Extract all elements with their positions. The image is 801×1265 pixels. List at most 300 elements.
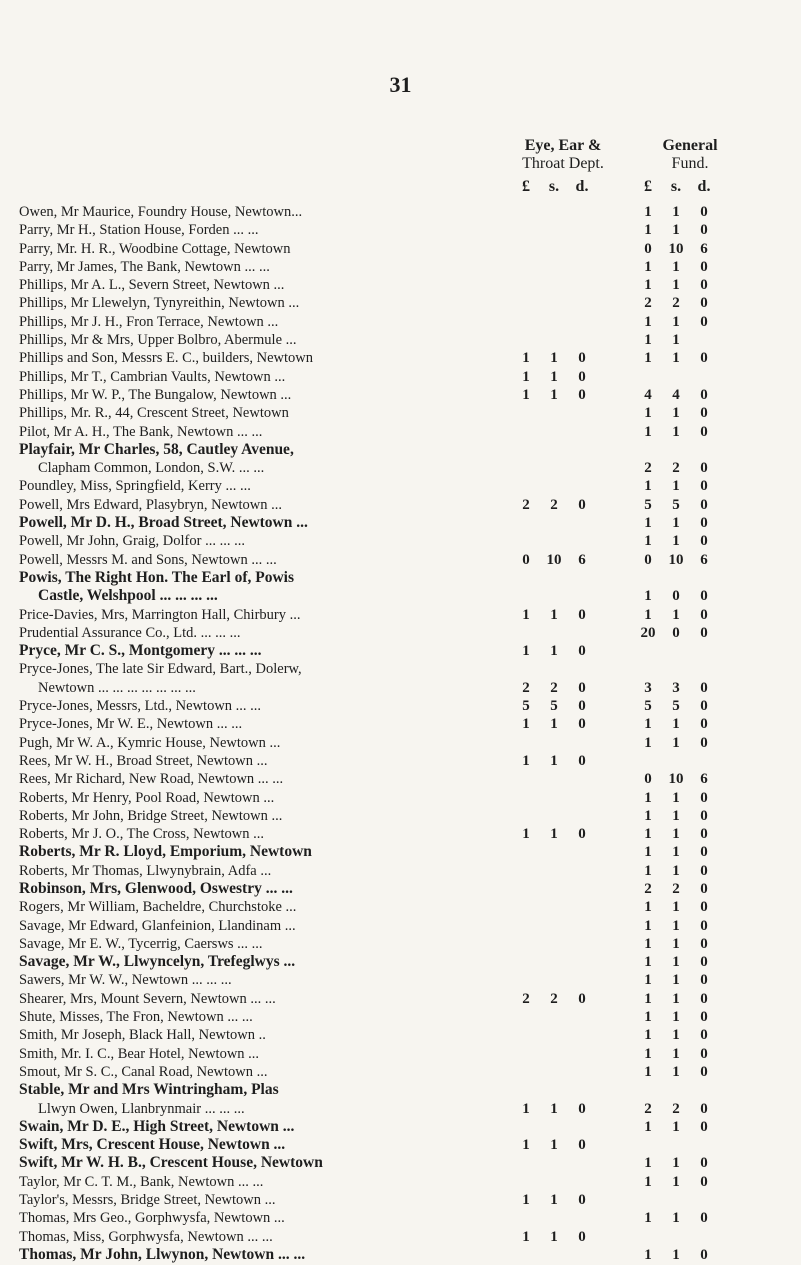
subscriber-row: [0, 971, 801, 989]
subscriber-row: [0, 1081, 801, 1099]
gen-shillings: 1: [672, 405, 680, 422]
subscriber-row: [0, 459, 801, 477]
subscriber-row: [0, 1246, 801, 1264]
eye-pounds: 5: [522, 698, 530, 715]
subscriber-row: [0, 1173, 801, 1191]
eye-shillings: 1: [550, 1100, 558, 1117]
gen-pounds: 1: [644, 332, 652, 349]
gen-shillings: 1: [672, 862, 680, 879]
subscriber-row: [0, 825, 801, 843]
subscriber-row: [0, 606, 801, 624]
subscriber-name: Poundley, Miss, Springfield, Kerry ... ...: [19, 478, 251, 495]
gen-pence: 0: [700, 1063, 708, 1080]
gen-pence: 0: [700, 423, 708, 440]
subscriber-name: Clapham Common, London, S.W. ... ...: [38, 460, 265, 477]
gen-shillings: 10: [668, 771, 684, 788]
gen-pounds: 1: [644, 258, 652, 275]
subscriber-name: Swain, Mr D. E., High Street, Newtown ...: [19, 1117, 295, 1135]
gen-pence: 0: [700, 606, 708, 623]
subscriber-row: [0, 1008, 801, 1026]
gen-pence: 0: [700, 258, 708, 275]
subscriber-name: Phillips and Son, Messrs E. C., builders, Newtown: [19, 350, 314, 367]
gen-pounds: 1: [644, 789, 652, 806]
subscriber-name: Pugh, Mr W. A., Kymric House, Newtown ...: [19, 734, 281, 751]
subscriber-row: [0, 1026, 801, 1044]
gen-shillings: 3: [672, 679, 680, 696]
gen-pounds: 3: [644, 679, 652, 696]
eye-shillings: 5: [550, 698, 558, 715]
gen-pence: 0: [700, 295, 708, 312]
gen-pounds: 1: [644, 862, 652, 879]
subscriber-row: [0, 551, 801, 569]
gen-pence: 0: [700, 917, 708, 934]
subscriber-name: Roberts, Mr John, Bridge Street, Newtown ...: [19, 807, 283, 824]
gen-shillings: 1: [672, 204, 680, 220]
gen-pounds: 1: [644, 826, 652, 843]
gen-pence: 0: [700, 313, 708, 330]
gen-shillings: 2: [672, 460, 680, 477]
gen-pounds: 1: [644, 1155, 652, 1172]
subscriber-row: [0, 1118, 801, 1136]
gen-pounds: 1: [644, 1045, 652, 1062]
eye-shillings: 1: [550, 368, 558, 385]
subscriber-name: Stable, Mr and Mrs Wintringham, Plas: [19, 1081, 279, 1099]
gen-pounds: 0: [644, 551, 652, 568]
gen-pounds: 4: [644, 386, 652, 403]
gen-pence: 0: [700, 899, 708, 916]
subscriber-row: [0, 331, 801, 349]
gen-pence: 0: [700, 826, 708, 843]
gen-pence: 0: [700, 935, 708, 952]
gen-pounds: 1: [644, 478, 652, 495]
gen-shillings: 5: [672, 496, 680, 513]
subscriber-name: Llwyn Owen, Llanbrynmair ... ... ...: [38, 1100, 245, 1117]
gen-pence: 0: [700, 350, 708, 367]
eye-pounds: 1: [522, 368, 530, 385]
gen-pounds: 1: [644, 423, 652, 440]
subscriber-name: Thomas, Mr John, Llwynon, Newtown ... ...: [19, 1245, 306, 1263]
subscriber-row: [0, 880, 801, 898]
subscriber-name: Rees, Mr W. H., Broad Street, Newtown ...: [19, 752, 268, 769]
subscriber-row: [0, 807, 801, 825]
gen-pounds: 0: [644, 771, 652, 788]
eye-header-line1: Eye, Ear &: [524, 137, 602, 154]
eye-header-line2: Throat Dept.: [522, 155, 604, 172]
gen-pence: 0: [700, 1045, 708, 1062]
gen-shillings: 1: [672, 350, 680, 367]
gen-pence: 0: [700, 1118, 708, 1135]
gen-pence: 0: [700, 496, 708, 513]
eye-pounds: 1: [522, 1228, 530, 1245]
gen-shillings: 2: [672, 880, 680, 897]
gen-pence: 0: [700, 1210, 708, 1227]
subscriber-name: Swift, Mr W. H. B., Crescent House, Newtown: [19, 1154, 323, 1172]
gen-pence: 6: [700, 551, 708, 568]
gen-pounds: 1: [644, 844, 652, 861]
gen-pounds: 1: [644, 204, 652, 220]
subscriber-name: Roberts, Mr Thomas, Llwynybrain, Adfa ...: [19, 862, 272, 879]
gen-shillings: 1: [672, 789, 680, 806]
subscriber-row: [0, 258, 801, 276]
gen-pounds: 1: [644, 1118, 652, 1135]
subscriber-name: Phillips, Mr & Mrs, Upper Bolbro, Abermule ...: [19, 332, 297, 349]
subscriber-row: [0, 276, 801, 294]
subscriber-name: Castle, Welshpool ... ... ... ...: [38, 587, 218, 605]
subscriber-name: Powell, Mr D. H., Broad Street, Newtown ...: [19, 514, 308, 532]
gen-shillings: 1: [672, 423, 680, 440]
gen-pounds: 1: [644, 1210, 652, 1227]
gen-pounds: 5: [644, 698, 652, 715]
gen-pounds: 1: [644, 515, 652, 532]
subscriber-name: Pryce-Jones, Mr W. E., Newtown ... ...: [19, 716, 243, 733]
subscriber-row: [0, 1136, 801, 1154]
eye-shillings: 1: [550, 386, 558, 403]
subscriber-row: [0, 514, 801, 532]
page-number: 31: [389, 72, 412, 97]
eye-shillings: 2: [550, 679, 558, 696]
gen-shillings: 1: [672, 716, 680, 733]
subscriber-row: [0, 715, 801, 733]
subscriber-row: [0, 642, 801, 660]
subscriber-row: [0, 752, 801, 770]
gen-pounds: 5: [644, 496, 652, 513]
eye-pence: 0: [578, 1192, 586, 1209]
subscriber-name: Rees, Mr Richard, New Road, Newtown ... ...: [19, 771, 284, 788]
gen-shillings: 1: [672, 972, 680, 989]
eye-ear-throat-header: [498, 137, 628, 173]
gen-shillings: 2: [672, 1100, 680, 1117]
gen-pence: 6: [700, 240, 708, 257]
eye-pounds: 1: [522, 1192, 530, 1209]
subscriber-row: [0, 294, 801, 312]
gen-shillings: 1: [672, 1045, 680, 1062]
subscriber-row: [0, 697, 801, 715]
gen-pence: 0: [700, 862, 708, 879]
eye-pounds: 1: [522, 386, 530, 403]
subscriber-name: Smith, Mr Joseph, Black Hall, Newtown ..: [19, 1027, 266, 1044]
pence-unit-gen: d.: [697, 178, 711, 195]
subscriber-name: Shute, Misses, The Fron, Newtown ... ...: [19, 1009, 253, 1026]
eye-shillings: 1: [550, 606, 558, 623]
gen-pounds: 1: [644, 935, 652, 952]
eye-shillings: 1: [550, 716, 558, 733]
eye-shillings: 1: [550, 350, 558, 367]
subscriber-row: [0, 1191, 801, 1209]
gen-pounds: 1: [644, 313, 652, 330]
eye-pence: 0: [578, 752, 586, 769]
gen-shillings: 1: [672, 222, 680, 239]
gen-pence: 0: [700, 222, 708, 239]
gen-pounds: 2: [644, 460, 652, 477]
eye-pence: 0: [578, 496, 586, 513]
subscriber-row: [0, 496, 801, 514]
eye-shillings: 1: [550, 1137, 558, 1154]
subscriber-name: Phillips, Mr J. H., Fron Terrace, Newtown ...: [19, 313, 279, 330]
gen-pounds: 1: [644, 277, 652, 294]
subscriber-name: Parry, Mr James, The Bank, Newtown ... ...: [19, 258, 270, 275]
subscriber-row: [0, 532, 801, 550]
subscriber-name: Parry, Mr. H. R., Woodbine Cottage, Newtown: [19, 240, 291, 257]
gen-pounds: 1: [644, 533, 652, 550]
subscriber-name: Swift, Mrs, Crescent House, Newtown ...: [19, 1136, 286, 1154]
gen-pence: 0: [700, 386, 708, 403]
gen-shillings: 1: [672, 606, 680, 623]
subscriber-row: [0, 240, 801, 258]
gen-shillings: 1: [672, 734, 680, 751]
subscriber-name: Savage, Mr Edward, Glanfeinion, Llandinam ...: [19, 917, 296, 934]
gen-shillings: 1: [672, 1210, 680, 1227]
eye-pence: 0: [578, 716, 586, 733]
gen-pence: 0: [700, 844, 708, 861]
subscriber-row: [0, 660, 801, 678]
gen-pence: 0: [700, 880, 708, 897]
eye-pence: 0: [578, 826, 586, 843]
gen-shillings: 1: [672, 1009, 680, 1026]
gen-shillings: 1: [672, 844, 680, 861]
eye-pence: 0: [578, 698, 586, 715]
eye-shillings: 2: [550, 496, 558, 513]
subscriber-row: [0, 349, 801, 367]
eye-pounds: 2: [522, 990, 530, 1007]
subscriber-row: [0, 477, 801, 495]
subscriber-row: [0, 953, 801, 971]
gen-pounds: 1: [644, 1009, 652, 1026]
subscriber-row: [0, 917, 801, 935]
gen-shillings: 1: [672, 1246, 680, 1263]
subscriber-row: [0, 624, 801, 642]
subscriber-row: [0, 404, 801, 422]
subscriber-name: Taylor's, Messrs, Bridge Street, Newtown ...: [19, 1192, 276, 1209]
eye-pence: 0: [578, 350, 586, 367]
subscriber-row: [0, 898, 801, 916]
subscriber-name: Price-Davies, Mrs, Marrington Hall, Chirbury ...: [19, 606, 301, 623]
gen-pounds: 2: [644, 295, 652, 312]
gen-pence: 0: [700, 1009, 708, 1026]
subscriber-name: Pryce, Mr C. S., Montgomery ... ... ...: [19, 642, 262, 660]
subscriber-row: [0, 1154, 801, 1172]
subscriber-name: Robinson, Mrs, Glenwood, Oswestry ... ...: [19, 879, 293, 897]
gen-pounds: 2: [644, 880, 652, 897]
general-fund-header: [630, 137, 750, 173]
subscriber-name: Smout, Mr S. C., Canal Road, Newtown ...: [19, 1063, 268, 1080]
gen-pounds: 1: [644, 350, 652, 367]
gen-pounds: 1: [644, 405, 652, 422]
gen-shillings: 1: [672, 807, 680, 824]
eye-pounds: 1: [522, 1100, 530, 1117]
eye-pounds: 1: [522, 350, 530, 367]
subscriber-name: Savage, Mr W., Llwyncelyn, Trefeglwys ...: [19, 953, 296, 971]
gen-pence: 0: [700, 624, 708, 641]
gen-shillings: 1: [672, 935, 680, 952]
subscriber-row: [0, 386, 801, 404]
subscriber-row: [0, 935, 801, 953]
subscriber-row: [0, 221, 801, 239]
subscriber-name: Roberts, Mr Henry, Pool Road, Newtown ...: [19, 789, 275, 806]
gen-pence: 0: [700, 1173, 708, 1190]
gen-pence: 0: [700, 533, 708, 550]
eye-pounds: 0: [522, 551, 530, 568]
gen-pounds: 1: [644, 1173, 652, 1190]
gen-shillings: 1: [672, 826, 680, 843]
eye-pence: 0: [578, 1100, 586, 1117]
gen-pence: 0: [700, 716, 708, 733]
gen-pence: 0: [700, 990, 708, 1007]
gen-pence: 0: [700, 460, 708, 477]
pence-unit-eye: d.: [575, 178, 589, 195]
subscriber-name: Sawers, Mr W. W., Newtown ... ... ...: [19, 972, 232, 989]
gen-shillings: 1: [672, 1155, 680, 1172]
gen-shillings: 1: [672, 954, 680, 971]
gen-shillings: 1: [672, 277, 680, 294]
gen-shillings: 1: [672, 533, 680, 550]
gen-pence: 0: [700, 972, 708, 989]
subscriber-row: [0, 1209, 801, 1227]
gen-pounds: 1: [644, 807, 652, 824]
subscriber-name: Phillips, Mr T., Cambrian Vaults, Newtown ...: [19, 368, 286, 385]
gen-pounds: 1: [644, 716, 652, 733]
subscriber-list: [0, 203, 801, 1264]
gen-pence: 0: [700, 588, 708, 605]
eye-pence: 6: [578, 551, 586, 568]
eye-pence: 0: [578, 990, 586, 1007]
subscriber-row: [0, 368, 801, 386]
shillings-unit-eye: s.: [548, 178, 560, 195]
subscriber-name: Phillips, Mr A. L., Severn Street, Newtown ...: [19, 277, 285, 294]
subscriber-row: [0, 1228, 801, 1246]
gen-shillings: 5: [672, 698, 680, 715]
eye-pence: 0: [578, 386, 586, 403]
gen-header-line1: General: [662, 137, 718, 154]
gen-pence: 0: [700, 679, 708, 696]
gen-shillings: 1: [672, 1173, 680, 1190]
gen-shillings: 1: [672, 313, 680, 330]
gen-shillings: 1: [672, 258, 680, 275]
gen-shillings: 1: [672, 1063, 680, 1080]
gen-shillings: 1: [672, 478, 680, 495]
subscriber-row: [0, 423, 801, 441]
gen-pence: 0: [700, 405, 708, 422]
eye-shillings: 1: [550, 1228, 558, 1245]
eye-pounds: 2: [522, 496, 530, 513]
gen-pence: 0: [700, 515, 708, 532]
gen-pence: 0: [700, 478, 708, 495]
gen-pence: 6: [700, 771, 708, 788]
eye-pence: 0: [578, 368, 586, 385]
gen-shillings: 1: [672, 332, 680, 349]
subscriber-name: Taylor, Mr C. T. M., Bank, Newtown ... ...: [19, 1173, 264, 1190]
gen-shillings: 1: [672, 990, 680, 1007]
subscriber-row: [0, 313, 801, 331]
subscriber-row: [0, 734, 801, 752]
subscriber-name: Phillips, Mr Llewelyn, Tynyreithin, Newtown ...: [19, 295, 300, 312]
gen-shillings: 1: [672, 1027, 680, 1044]
shillings-unit-gen: s.: [670, 178, 682, 195]
gen-pounds: 1: [644, 917, 652, 934]
gen-shillings: 1: [672, 917, 680, 934]
subscriber-name: Pilot, Mr A. H., The Bank, Newtown ... ...: [19, 423, 263, 440]
subscriber-row: [0, 789, 801, 807]
gen-shillings: 0: [672, 624, 680, 641]
eye-pounds: 1: [522, 826, 530, 843]
subscriber-name: Powis, The Right Hon. The Earl of, Powis: [19, 568, 295, 586]
eye-pounds: 1: [522, 606, 530, 623]
subscriber-name: Playfair, Mr Charles, 58, Cautley Avenue,: [19, 440, 294, 458]
eye-shillings: 1: [550, 752, 558, 769]
gen-pence: 0: [700, 807, 708, 824]
eye-pounds: 2: [522, 679, 530, 696]
eye-shillings: 1: [550, 1192, 558, 1209]
gen-pounds: 1: [644, 972, 652, 989]
subscriber-row: [0, 843, 801, 861]
gen-shillings: 0: [672, 588, 680, 605]
subscriber-row: [0, 990, 801, 1008]
subscriber-name: Thomas, Miss, Gorphwysfa, Newtown ... ...: [19, 1228, 273, 1245]
subscriber-row: [0, 1063, 801, 1081]
subscriber-name: Pryce-Jones, The late Sir Edward, Bart., Dolerw,: [19, 661, 302, 678]
subscriber-row: [0, 203, 801, 221]
subscriber-row: [0, 1045, 801, 1063]
subscriber-name: Roberts, Mr R. Lloyd, Emporium, Newtown: [19, 843, 312, 861]
subscriber-row: [0, 862, 801, 880]
eye-pence: 0: [578, 606, 586, 623]
eye-shillings: 10: [546, 551, 562, 568]
gen-pounds: 1: [644, 588, 652, 605]
gen-pence: 0: [700, 954, 708, 971]
gen-pounds: 1: [644, 1027, 652, 1044]
gen-pence: 0: [700, 204, 708, 220]
gen-pence: 0: [700, 789, 708, 806]
eye-shillings: 1: [550, 643, 558, 660]
gen-pounds: 1: [644, 990, 652, 1007]
subscriber-row: [0, 587, 801, 605]
eye-pounds: 1: [522, 716, 530, 733]
eye-shillings: 1: [550, 826, 558, 843]
subscriber-name: Parry, Mr H., Station House, Forden ... ...: [19, 222, 259, 239]
subscriber-name: Roberts, Mr J. O., The Cross, Newtown ...: [19, 826, 265, 843]
subscriber-name: Owen, Mr Maurice, Foundry House, Newtown...: [19, 204, 303, 220]
eye-pounds: 1: [522, 752, 530, 769]
gen-pence: 0: [700, 1100, 708, 1117]
gen-pence: 0: [700, 734, 708, 751]
pounds-unit-eye: £: [522, 178, 530, 195]
gen-pounds: 0: [644, 240, 652, 257]
subscriber-name: Phillips, Mr W. P., The Bungalow, Newtown ...: [19, 386, 292, 403]
eye-pence: 0: [578, 1228, 586, 1245]
gen-pounds: 1: [644, 1246, 652, 1263]
gen-shillings: 1: [672, 1118, 680, 1135]
gen-pounds: 1: [644, 1063, 652, 1080]
gen-shillings: 1: [672, 515, 680, 532]
subscriber-name: Rogers, Mr William, Bacheldre, Churchstoke ...: [19, 899, 297, 916]
gen-header-line2: Fund.: [671, 155, 709, 172]
eye-pence: 0: [578, 1137, 586, 1154]
pounds-unit-gen: £: [644, 178, 652, 195]
gen-shillings: 1: [672, 899, 680, 916]
gen-shillings: 10: [668, 240, 684, 257]
subscriber-name: Savage, Mr E. W., Tycerrig, Caersws ... ...: [19, 935, 263, 952]
subscriber-name: Prudential Assurance Co., Ltd. ... ... ...: [19, 624, 241, 641]
gen-pence: 0: [700, 698, 708, 715]
gen-pounds: 1: [644, 606, 652, 623]
subscriber-row: [0, 1100, 801, 1118]
gen-pounds: 20: [640, 624, 656, 641]
gen-pence: 0: [700, 277, 708, 294]
subscriber-name: Smith, Mr. I. C., Bear Hotel, Newtown ...: [19, 1045, 260, 1062]
gen-pence: 0: [700, 1027, 708, 1044]
subscriber-row: [0, 441, 801, 459]
eye-shillings: 2: [550, 990, 558, 1007]
subscriber-name: Powell, Messrs M. and Sons, Newtown ... ...: [19, 551, 277, 568]
